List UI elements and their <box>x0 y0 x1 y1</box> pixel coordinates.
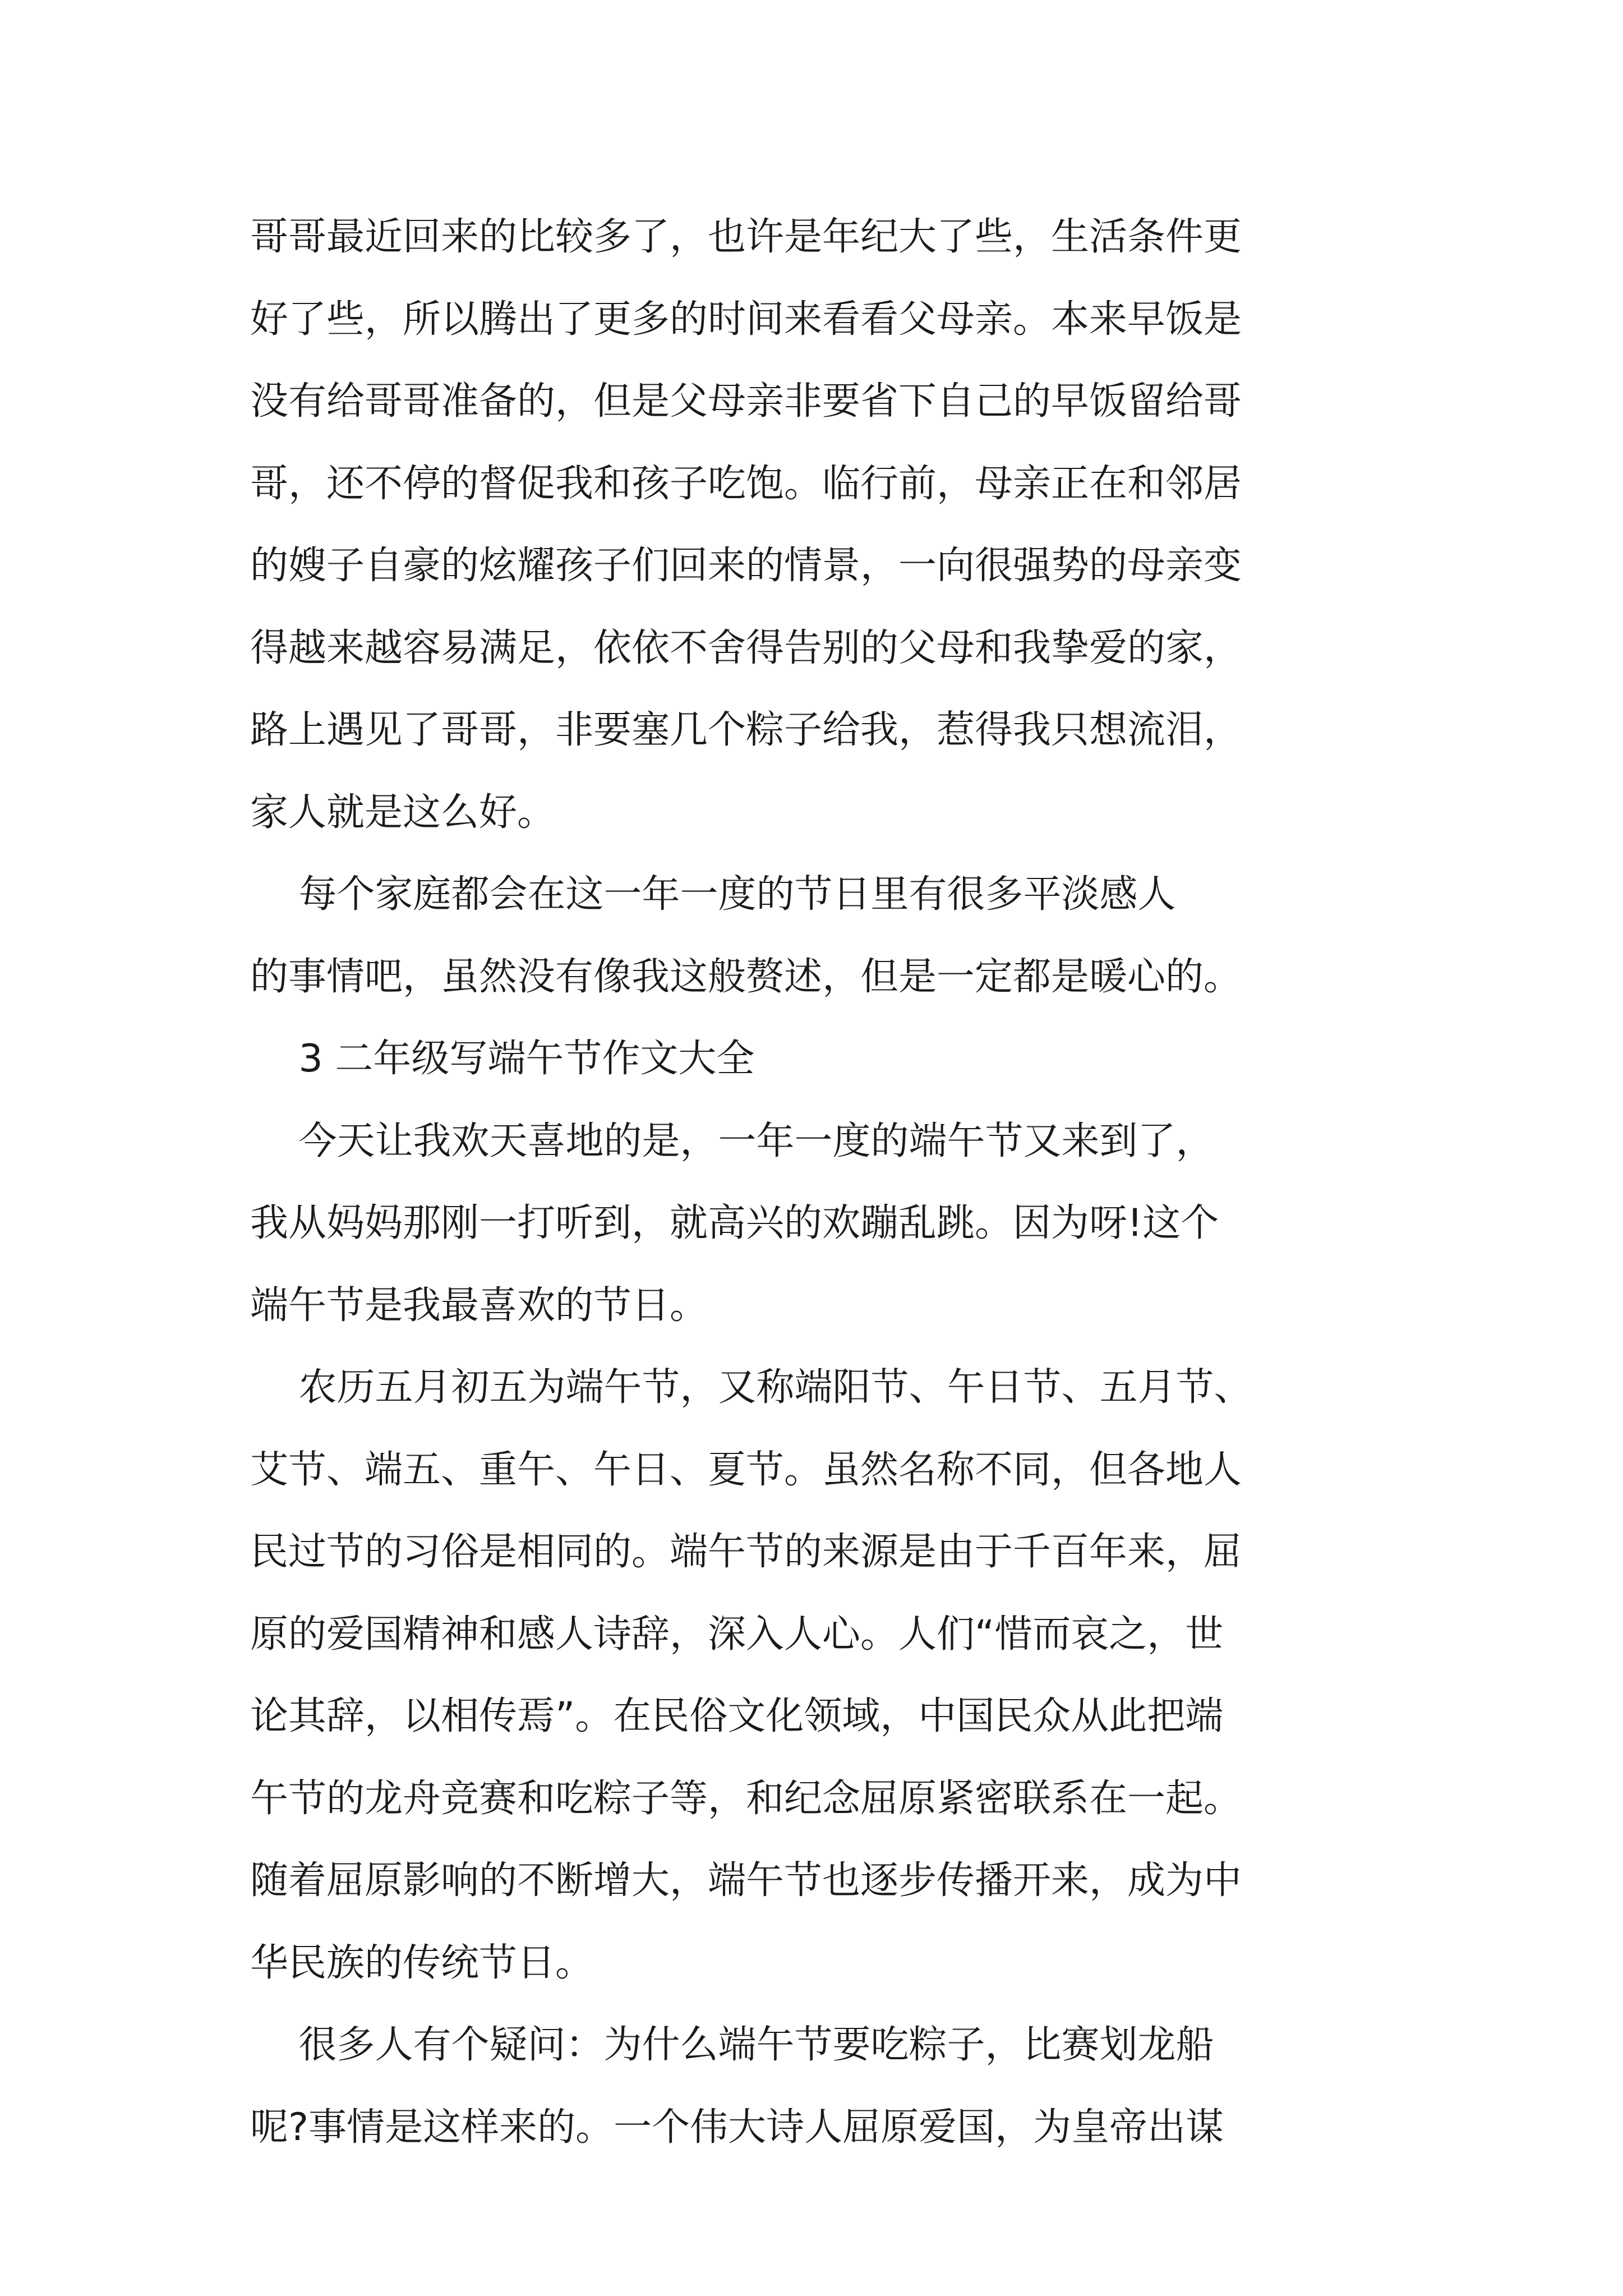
text-line: 路上遇见了哥哥，非要塞几个粽子给我，惹得我只想流泪， <box>250 708 1242 752</box>
text-line: 呢?事情是这样来的。一个伟大诗人屈原爱国，为皇帝出谋 <box>250 2105 1224 2150</box>
text-line: 午节的龙舟竞赛和吃粽子等，和纪念屈原紧密联系在一起。 <box>250 1776 1242 1821</box>
text-line: 每个家庭都会在这一年一度的节日里有很多平淡感人 <box>250 872 1176 917</box>
text-line: 原的爱国精神和感人诗辞，深入人心。人们“惜而哀之，世 <box>250 1612 1224 1657</box>
text-line: 家人就是这么好。 <box>250 790 556 835</box>
text-line: 华民族的传统节日。 <box>250 1940 594 1985</box>
text-line: 今天让我欢天喜地的是，一年一度的端午节又来到了， <box>250 1119 1214 1163</box>
text-line: 好了些，所以腾出了更多的时间来看看父母亲。本来早饭是 <box>250 297 1242 342</box>
text-line: 很多人有个疑问：为什么端午节要吃粽子，比赛划龙船 <box>250 2023 1214 2067</box>
text-line: 论其辞，以相传焉”。在民俗文化领域，中国民众从此把端 <box>250 1694 1224 1738</box>
text-line: 哥，还不停的督促我和孩子吃饱。临行前，母亲正在和邻居 <box>250 461 1242 506</box>
text-line: 农历五月初五为端午节，又称端阳节、午日节、五月节、 <box>250 1365 1252 1410</box>
text-line: 端午节是我最喜欢的节日。 <box>250 1283 708 1328</box>
text-line: 没有给哥哥准备的，但是父母亲非要省下自己的早饭留给哥 <box>250 379 1242 424</box>
section-heading: 3 二年级写端午节作文大全 <box>250 1037 755 1081</box>
text-line: 的嫂子自豪的炫耀孩子们回来的情景，一向很强势的母亲变 <box>250 544 1242 588</box>
text-line: 得越来越容易满足，依依不舍得告别的父母和我挚爱的家， <box>250 625 1242 670</box>
text-line: 哥哥最近回来的比较多了，也许是年纪大了些，生活条件更 <box>250 215 1242 259</box>
text-line: 的事情吧，虽然没有像我这般赘述，但是一定都是暖心的。 <box>250 954 1242 999</box>
text-line: 随着屈原影响的不断增大，端午节也逐步传播开来，成为中 <box>250 1858 1242 1903</box>
text-line: 艾节、端五、重午、午日、夏节。虽然名称不同，但各地人 <box>250 1447 1242 1492</box>
text-line: 我从妈妈那刚一打听到，就高兴的欢蹦乱跳。因为呀!这个 <box>250 1201 1219 1245</box>
text-line: 民过节的习俗是相同的。端午节的来源是由于千百年来，屈 <box>250 1530 1242 1574</box>
document-body <box>250 196 1389 2169</box>
